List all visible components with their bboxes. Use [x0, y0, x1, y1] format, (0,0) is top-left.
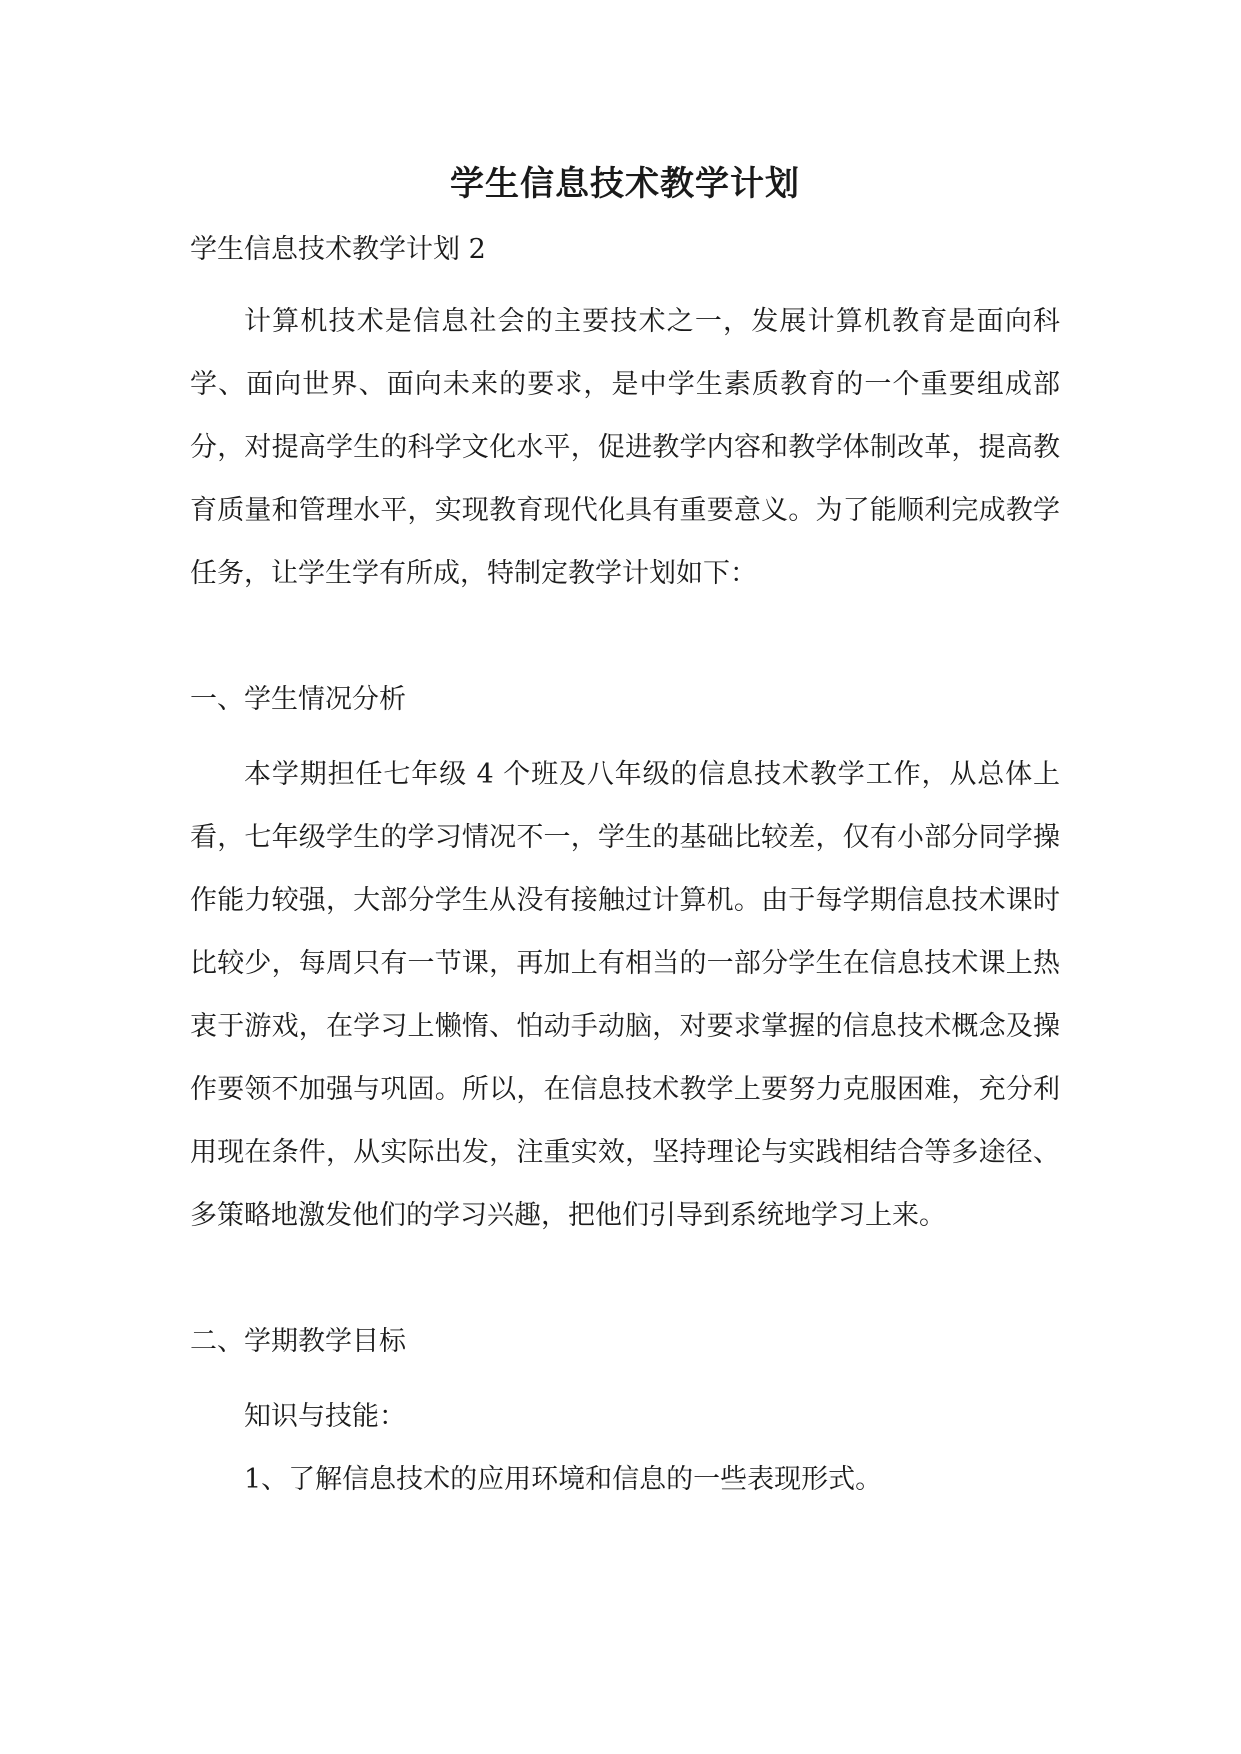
document-title: 学生信息技术教学计划 [450, 164, 800, 204]
section-2-subheading: 知识与技能： [244, 1401, 406, 1432]
intro-paragraph: 计算机技术是信息社会的主要技术之一，发展计算机教育是面向科学、面向世界、面向未来的要求，是中学生素质教育的一个重要组成部分，对提高学生的科学文化水平，促进教学内容和教学体制改革，提高教育质量和管理水平，实现教育现代化具有重要意义。为了能顺利完成教学任务，让学生学有所成，特制定教学计划如下： [190, 306, 1060, 589]
section-1-paragraph: 本学期担任七年级 4 个班及八年级的信息技术教学工作，从总体上看，七年级学生的学习情况不一，学生的基础比较差，仅有小部分同学操作能力较强，大部分学生从没有接触过计算机。由于每学期信息技术课时比较少，每周只有一节课，再加上有相当的一部分学生在信息技术课上热衷于游戏，在学习上懒惰、怕动手动脑，对要求掌握的信息技术概念及操作要领不加强与巩固。所以，在信息技术教学上要努力克服困难，充分利用现在条件，从实际出发，注重实效，坚持理论与实践相结合等多途径、多策略地激发他们的学习兴趣，把他们引导到系统地学习上来。 [190, 759, 1060, 1231]
section-1-heading: 一、学生情况分析 [190, 684, 406, 715]
section-2-item-1: 1、了解信息技术的应用环境和信息的一些表现形式。 [244, 1464, 883, 1495]
document-subtitle: 学生信息技术教学计划 2 [190, 234, 486, 265]
section-2-heading: 二、学期教学目标 [190, 1326, 406, 1357]
document-content [190, 160, 1060, 1511]
